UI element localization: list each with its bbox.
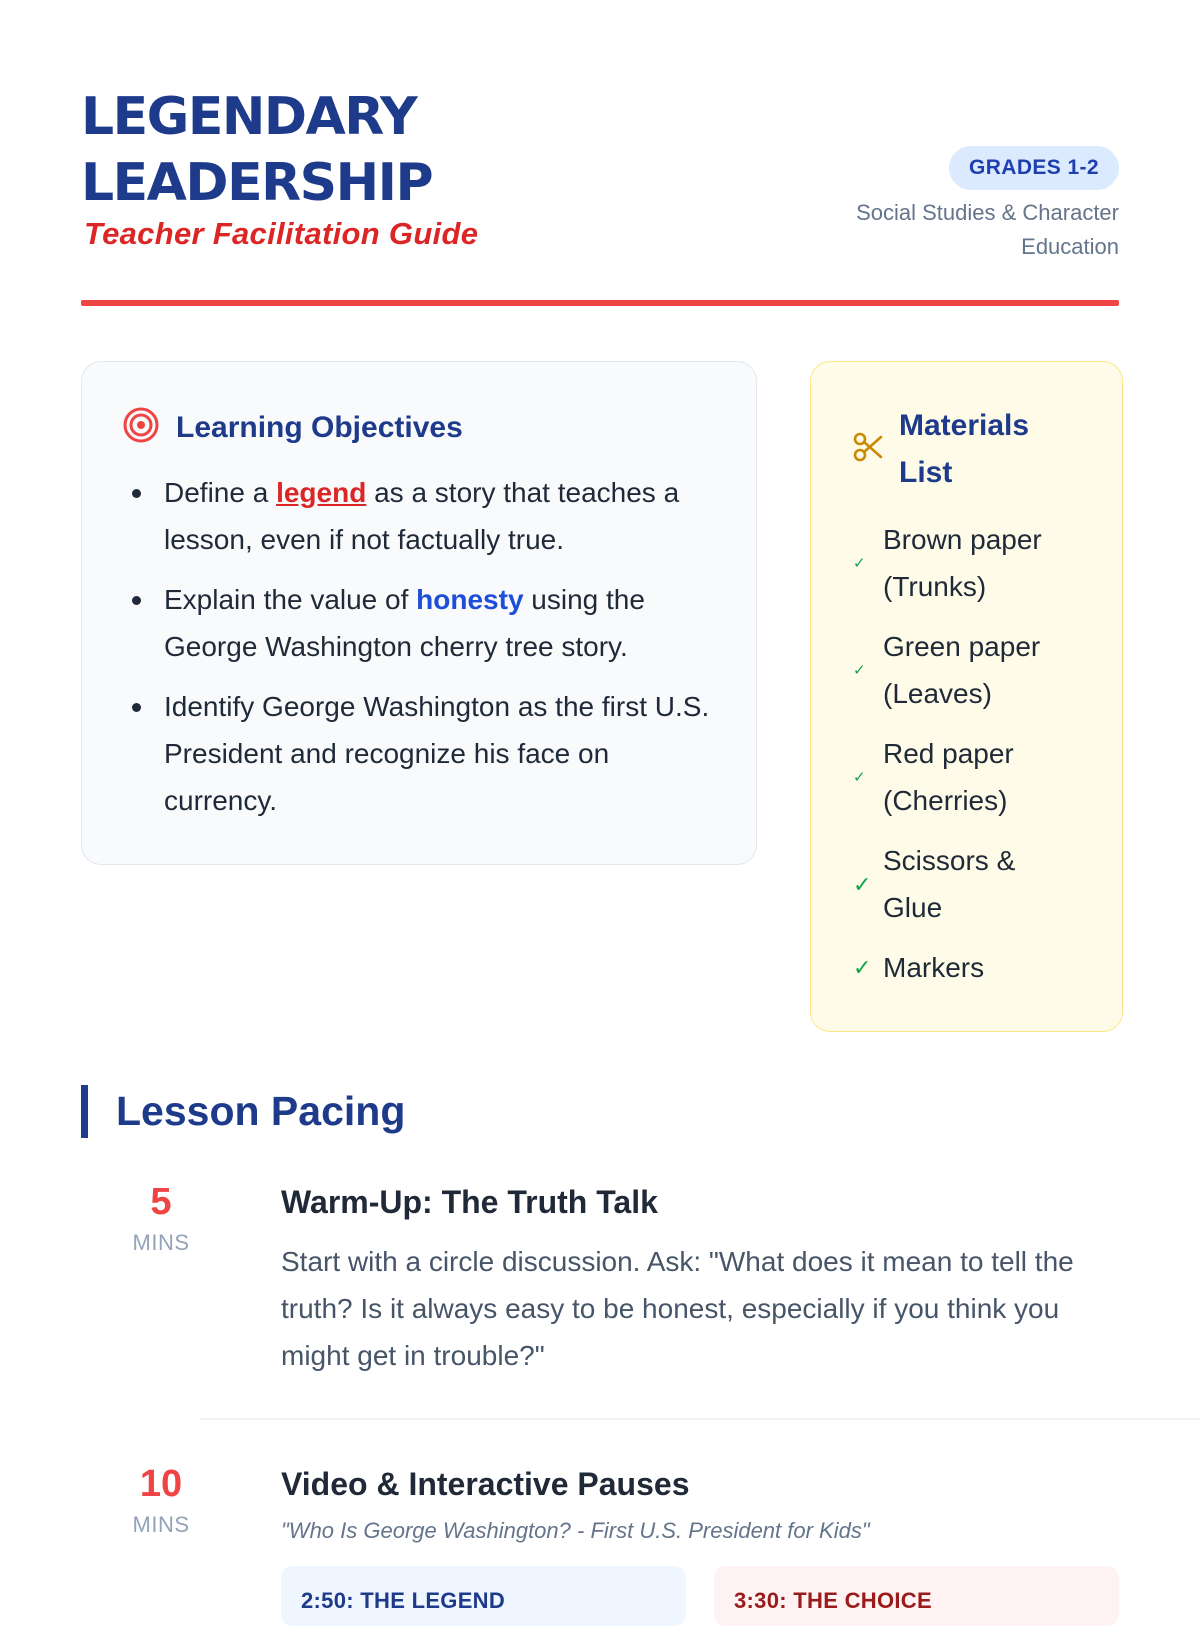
step-title: Video & Interactive Pauses xyxy=(281,1466,690,1502)
material-item xyxy=(853,944,1102,991)
objectives-title: Learning Objectives xyxy=(176,410,463,444)
target-icon xyxy=(122,406,160,449)
material-item xyxy=(853,516,1102,610)
header xyxy=(81,0,1119,306)
check-icon: ✓ xyxy=(853,661,866,679)
check-icon: ✓ xyxy=(853,768,866,786)
step-duration xyxy=(81,1180,241,1256)
video-title: "Who Is George Washington? - First U.S. President for Kids" xyxy=(281,1518,870,1543)
keyword-honesty: honesty xyxy=(416,584,524,615)
objective-item: Identify George Washington as the first U.S. President and recognize his face on currency. xyxy=(122,683,716,824)
materials-header xyxy=(853,402,1102,496)
material-item xyxy=(853,623,1102,717)
header-meta xyxy=(799,146,1119,264)
materials-card xyxy=(810,361,1123,1032)
pause-card-choice: 3:30: THE CHOICE xyxy=(714,1566,1119,1626)
check-icon: ✓ xyxy=(853,955,872,980)
material-item xyxy=(853,837,1102,931)
material-item xyxy=(853,730,1102,824)
step-minutes: 10 xyxy=(139,1463,183,1505)
step-duration xyxy=(81,1462,241,1538)
title-line-2: LEADERSHIP xyxy=(81,153,433,213)
check-icon: ✓ xyxy=(853,554,866,572)
page-title xyxy=(81,84,432,216)
scissors-icon xyxy=(853,431,883,468)
objectives-list xyxy=(122,469,716,824)
grade-badge: GRADES 1-2 xyxy=(949,146,1119,190)
video-pause-cards xyxy=(281,1566,1119,1626)
step-minutes: 5 xyxy=(150,1181,172,1223)
material-label: Markers xyxy=(883,952,985,983)
materials-title: Materials List xyxy=(899,409,1030,489)
learning-objectives-card xyxy=(81,361,757,865)
objective-item xyxy=(122,576,716,670)
title-line-1: LEGENDARY xyxy=(81,87,417,147)
step-body xyxy=(281,1462,1119,1544)
section-heading-lesson-pacing: Lesson Pacing xyxy=(81,1085,405,1138)
step-title: Warm-Up: The Truth Talk xyxy=(281,1184,658,1220)
step-body xyxy=(281,1180,1119,1379)
objective-text: as a story that teaches a lesson, even if not factually true. xyxy=(164,477,680,555)
step-divider xyxy=(200,1418,1200,1420)
objective-item xyxy=(122,469,716,563)
material-label: Brown paper (Trunks) xyxy=(883,524,1042,602)
subject-line-2: Education xyxy=(1021,234,1119,259)
objective-text: using the George Washington cherry tree story. xyxy=(164,584,645,662)
objective-text: Explain the value of xyxy=(164,584,417,615)
material-label: Red paper (Cherries) xyxy=(883,738,1014,816)
header-divider xyxy=(81,300,1119,306)
material-label: Scissors & Glue xyxy=(883,845,1016,923)
objective-text: Define a xyxy=(164,477,277,508)
step-unit: MINS xyxy=(132,1512,190,1537)
objectives-header xyxy=(122,406,716,449)
subject-label xyxy=(799,196,1119,264)
subject-line-1: Social Studies & Character xyxy=(856,200,1119,225)
material-label: Green paper (Leaves) xyxy=(883,631,1041,709)
materials-list xyxy=(853,516,1102,991)
step-unit: MINS xyxy=(132,1230,190,1255)
pause-card-legend: 2:50: THE LEGEND xyxy=(281,1566,686,1626)
page-subtitle: Teacher Facilitation Guide xyxy=(84,216,479,251)
keyword-legend: legend xyxy=(276,477,367,508)
step-description: Start with a circle discussion. Ask: "What does it mean to tell the truth? Is it always easy to be honest, especially if you think you might get in trouble?" xyxy=(281,1246,1074,1371)
check-icon: ✓ xyxy=(853,871,872,897)
